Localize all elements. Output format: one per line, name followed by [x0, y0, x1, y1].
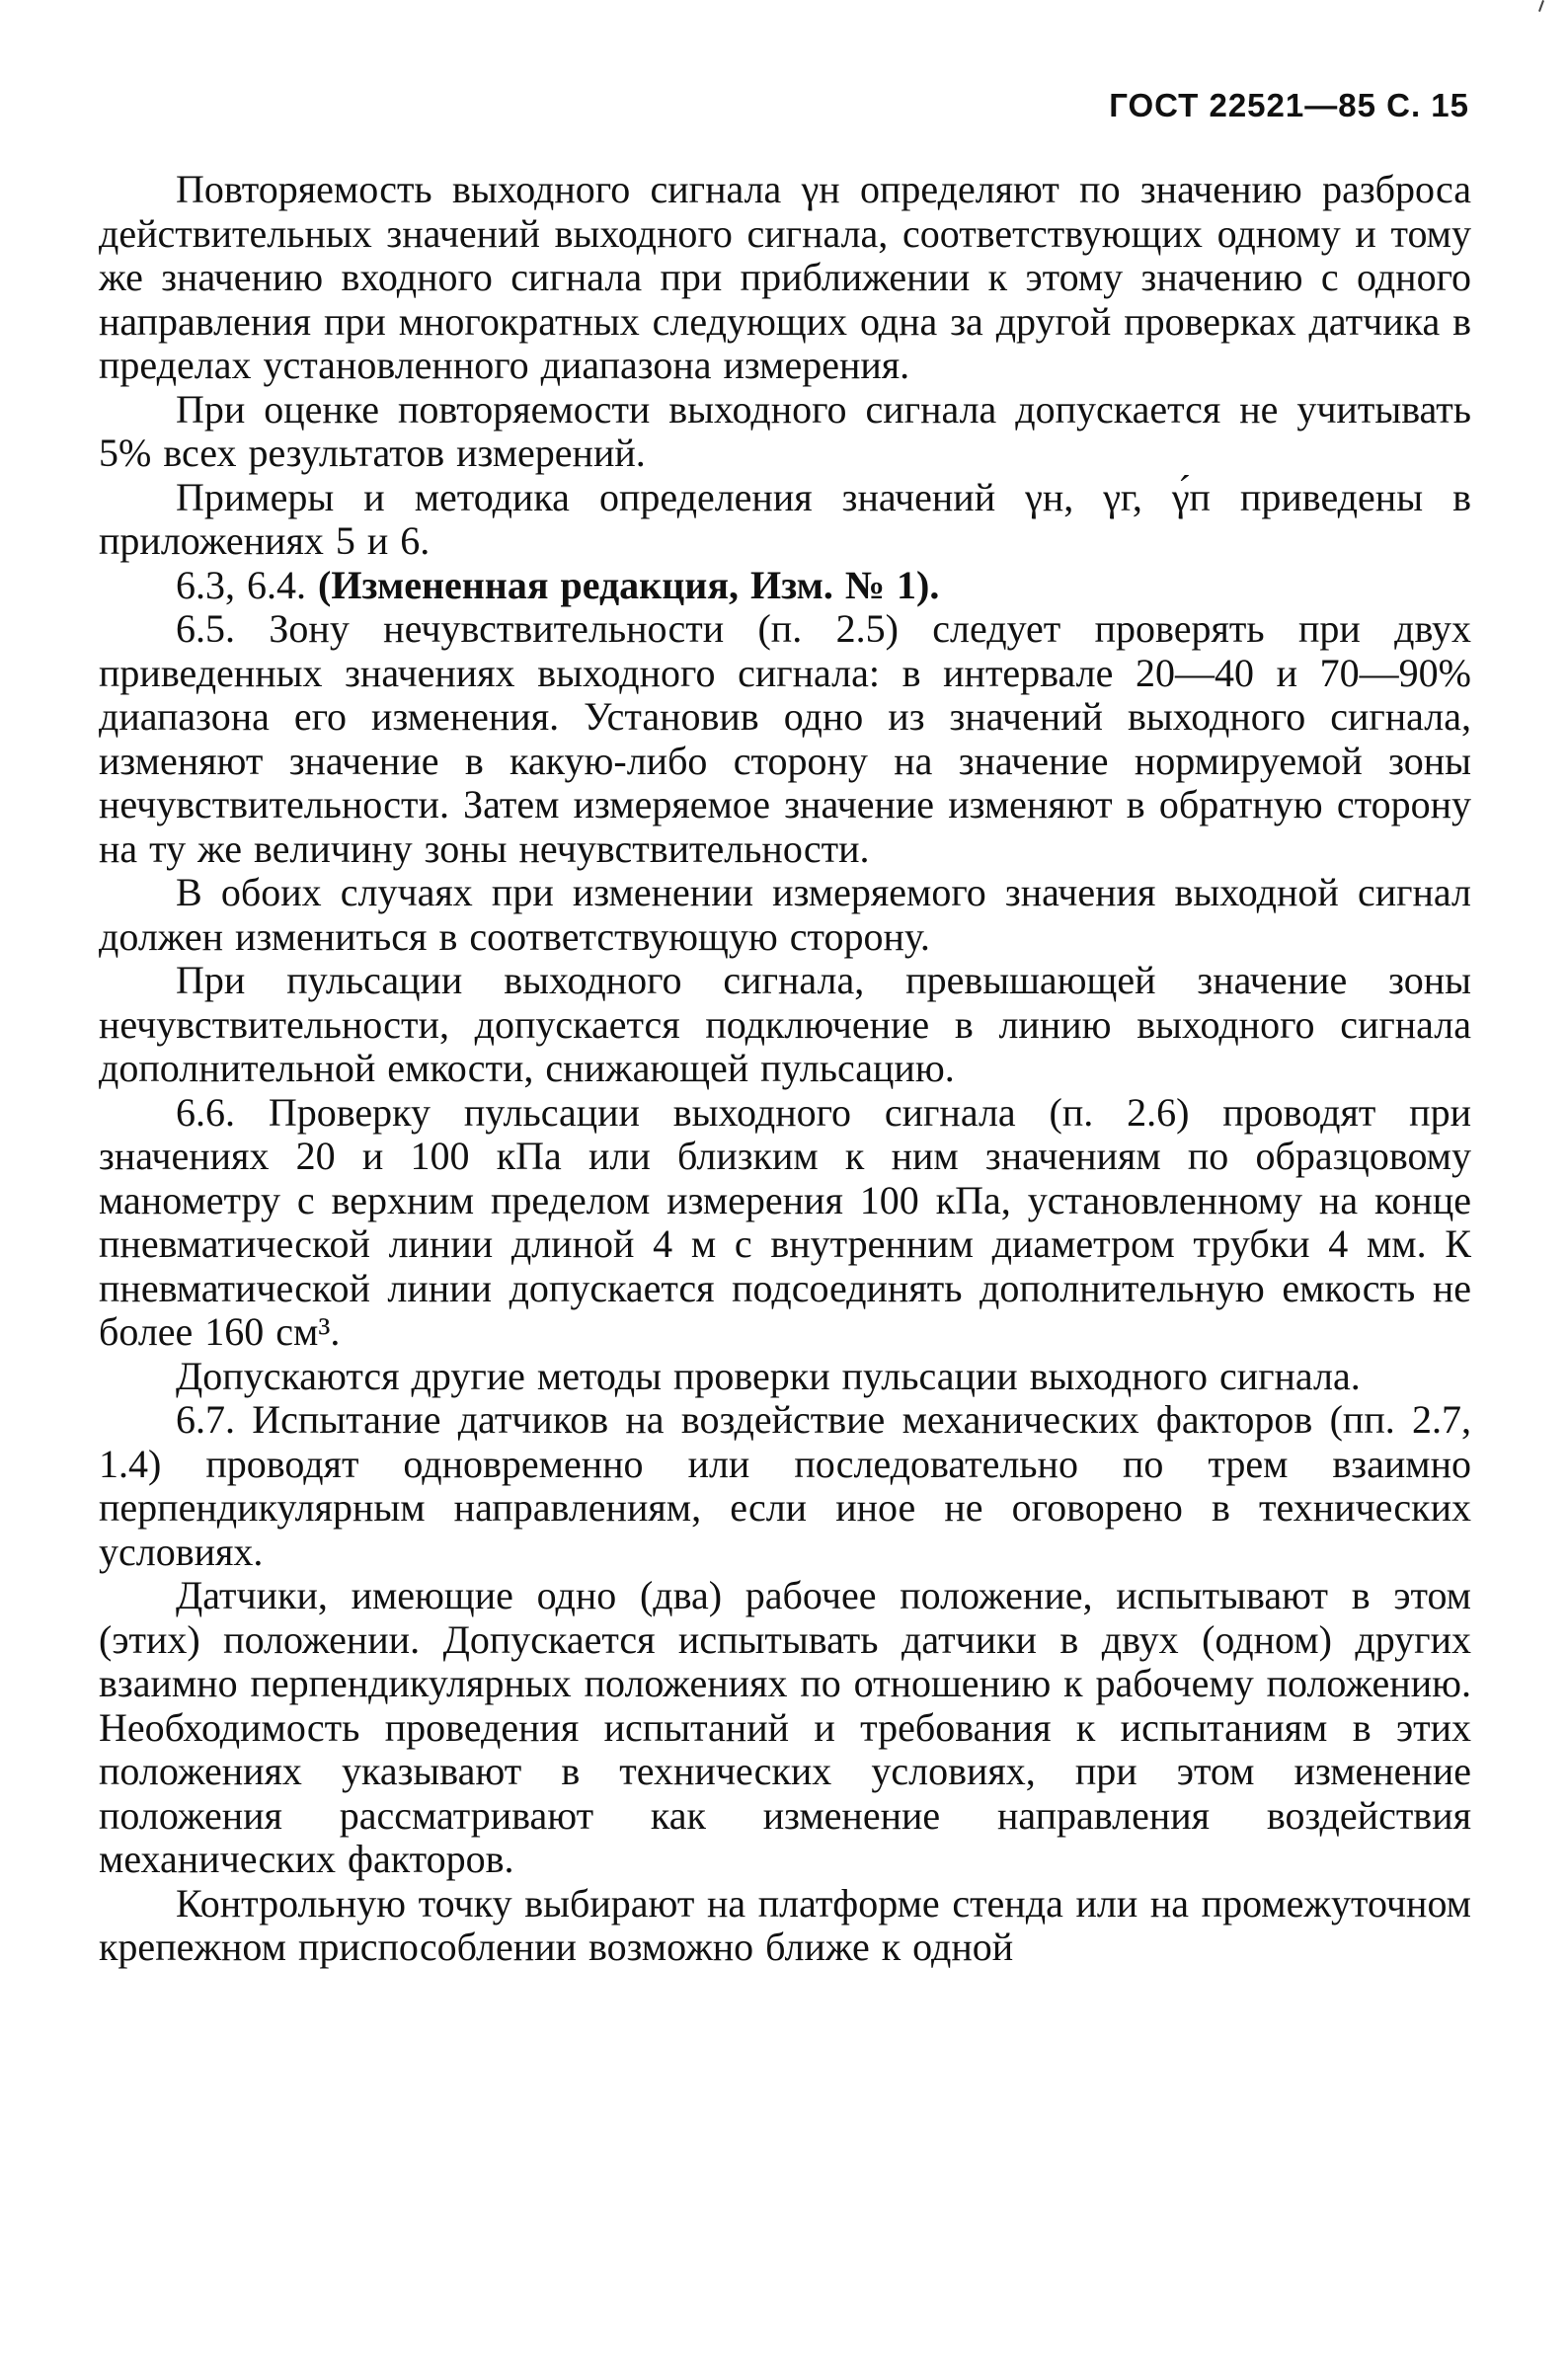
paragraph-repeatability-evaluation: При оценке повторяемости выходного сигнала допускается не учитывать 5% всех результатов измерений.: [99, 386, 1471, 475]
body-text: [99, 168, 1471, 1970]
paragraph-clause-6-3-6-4: [99, 564, 1471, 608]
paragraph-clause-6-7: 6.7. Испытание датчиков на воздействие механических факторов (пп. 2.7, 1.4) проводят одновременно или последовательно по трем взаимно перпендикулярным направлениям, если иное не оговорено в технических условиях.: [99, 1397, 1471, 1574]
paragraph-examples: Примеры и методика определения значений γн, γг, γ́п приведены в приложениях 5 и 6.: [99, 474, 1471, 563]
paragraph-pulsation: При пульсации выходного сигнала, превышающей значение зоны нечувствительности, допускается подключение в линию выходного сигнала дополнительной емкости, снижающей пульсацию.: [99, 958, 1471, 1090]
clause-number: 6.3, 6.4.: [176, 562, 318, 607]
paragraph-clause-6-5: 6.5. Зону нечувствительности (п. 2.5) следует проверять при двух приведенных значениях выходного сигнала: в интервале 20—40 и 70—90% диапазона его изменения. Установив одно из значений выходного сигнала, изменяют значение в какую-либо сторону на значение нормируемой зоны нечувствительности. Затем измеряемое значение изменяют в обратную сторону на ту же величину зоны нечувствительности.: [99, 606, 1471, 871]
paragraph-both-cases: В обоих случаях при изменении измеряемого значения выходной сигнал должен измениться в соответствующую сторону.: [99, 870, 1471, 959]
paragraph-other-methods: Допускаются другие методы проверки пульсации выходного сигнала.: [176, 1353, 1361, 1398]
amendment-note: (Измененная редакция, Изм. № 1).: [318, 562, 940, 607]
paragraph-clause-6-6: 6.6. Проверку пульсации выходного сигнала (п. 2.6) проводят при значениях 20 и 100 кПа или близким к ним значениям по образцовому манометру с верхним пределом измерения 100 кПа, установленному на конце пневматической линии длиной 4 м с внутренним диаметром трубки 4 мм. К пневматической линии допускается подсоединять дополнительную емкость не более 160 см³.: [99, 1089, 1471, 1354]
scan-corner-mark: [1538, 0, 1544, 12]
paragraph-sensors-positions: Датчики, имеющие одно (два) рабочее положение, испытывают в этом (этих) положении. Допускается испытывать датчики в двух (одном) других взаимно перпендикулярных положениях по отношению к рабочему положению. Необходимость проведения испытаний и требования к испытаниям в этих положениях указывают в технических условиях, при этом изменение положения рассматривают как изменение направления воздействия механических факторов.: [99, 1573, 1471, 1881]
paragraph-control-point: Контрольную точку выбирают на платформе стенда или на промежуточном крепежном приспособлении возможно ближе к одной: [99, 1880, 1471, 1969]
running-head: ГОСТ 22521—85 С. 15: [1109, 87, 1469, 123]
paragraph-repeatability: Повторяемость выходного сигнала γн определяют по значению разброса действительных значений выходного сигнала, соответствующих одному и тому же значению входного сигнала при приближении к этому значению с одного направления при многократных следующих одна за другой проверках датчика в пределах установленного диапазона измерения.: [99, 167, 1471, 387]
